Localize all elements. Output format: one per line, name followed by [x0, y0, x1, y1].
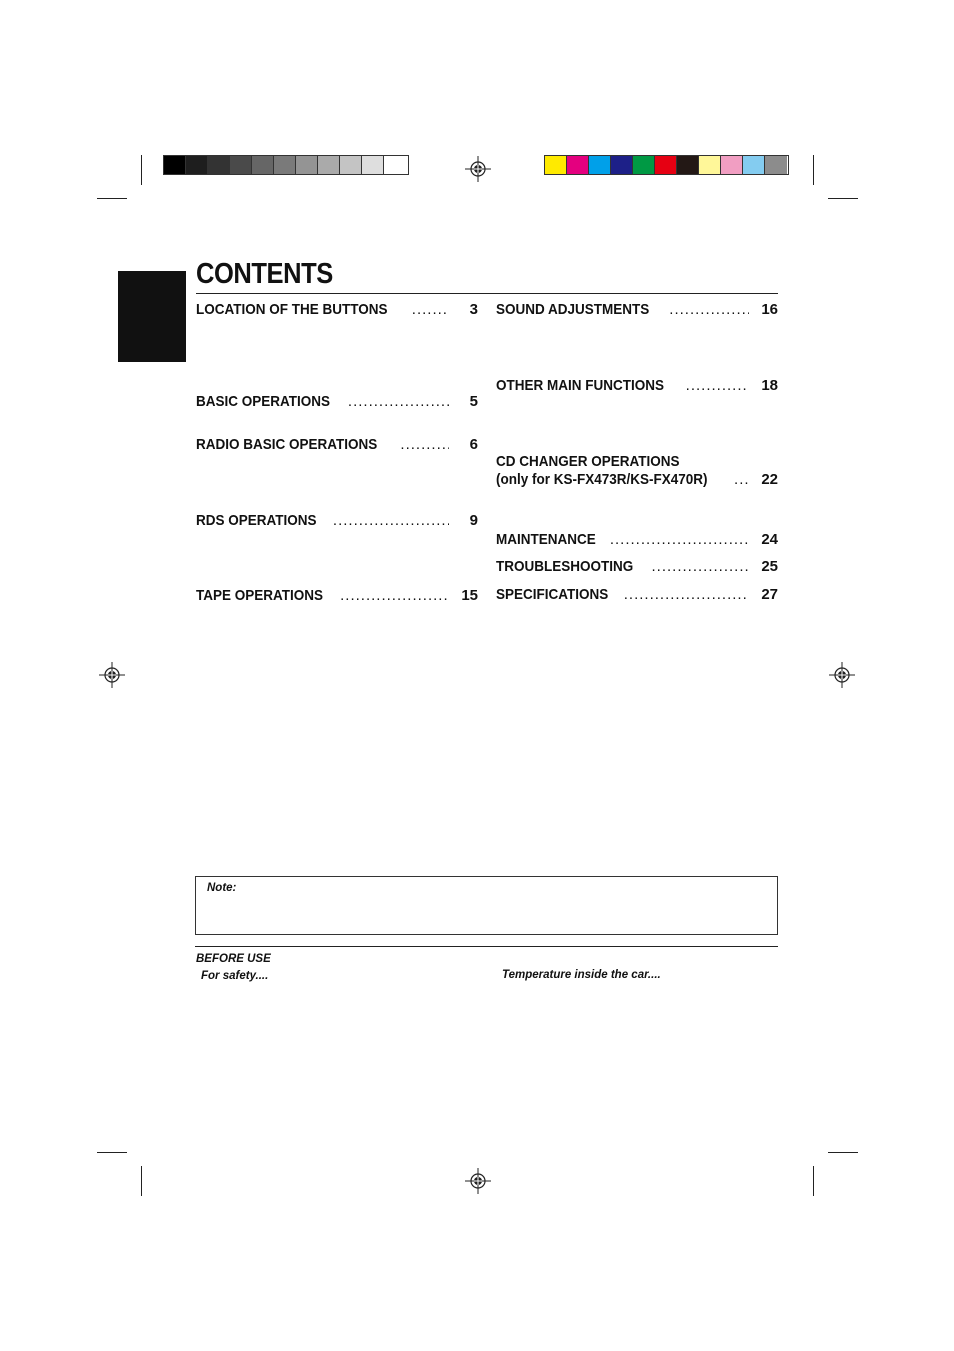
registration-target-icon: [465, 1168, 491, 1194]
toc-label: RDS OPERATIONS: [196, 512, 317, 529]
color-swatch: [545, 156, 567, 174]
toc-page: 22: [761, 471, 778, 488]
color-swatch: [699, 156, 721, 174]
color-swatch: [567, 156, 589, 174]
title-rule: [196, 293, 778, 294]
leader-dots: [669, 301, 749, 318]
toc-entry[interactable]: [196, 393, 478, 410]
color-swatch: [611, 156, 633, 174]
toc-entry[interactable]: [196, 436, 478, 453]
crop-mark: [97, 198, 127, 199]
leader-dots: [400, 436, 449, 453]
crop-mark: [828, 198, 858, 199]
gray-swatch: [164, 156, 186, 174]
toc-label: MAINTENANCE: [496, 531, 596, 548]
gray-swatch: [318, 156, 340, 174]
color-swatch: [721, 156, 743, 174]
toc-page: 24: [761, 531, 778, 548]
color-bar: [544, 155, 789, 175]
toc-entry[interactable]: [496, 558, 778, 575]
leader-dots: [348, 393, 449, 410]
grayscale-bar: [163, 155, 409, 175]
color-swatch: [765, 156, 787, 174]
crop-mark: [141, 1166, 142, 1196]
toc-page: 18: [761, 377, 778, 394]
safety-heading: For safety....: [201, 970, 269, 982]
color-swatch: [743, 156, 765, 174]
color-swatch: [677, 156, 699, 174]
leader-dots: [340, 587, 449, 604]
gray-swatch: [230, 156, 252, 174]
toc-entry[interactable]: [496, 377, 778, 394]
toc-label: (only for KS-FX473R/KS-FX470R): [496, 471, 708, 488]
color-swatch: [589, 156, 611, 174]
toc-page: 3: [469, 301, 478, 318]
toc-entry[interactable]: [196, 512, 478, 529]
crop-mark: [813, 155, 814, 185]
toc-label: BASIC OPERATIONS: [196, 393, 331, 410]
crop-mark: [828, 1152, 858, 1153]
toc-label: TROUBLESHOOTING: [496, 558, 634, 575]
crop-mark: [97, 1152, 127, 1153]
color-swatch: [655, 156, 677, 174]
leader-dots: [624, 586, 749, 603]
gray-swatch: [208, 156, 230, 174]
toc-label: SPECIFICATIONS: [496, 586, 609, 603]
toc-label: LOCATION OF THE BUTTONS: [196, 301, 388, 318]
color-swatch: [633, 156, 655, 174]
toc-entry[interactable]: [496, 586, 778, 603]
leader-dots: [610, 531, 749, 548]
leader-dots: [734, 471, 749, 488]
leader-dots: [686, 377, 749, 394]
leader-dots: [412, 301, 449, 318]
page-title: CONTENTS: [196, 258, 333, 290]
gray-swatch: [186, 156, 208, 174]
toc-label: OTHER MAIN FUNCTIONS: [496, 377, 665, 394]
gray-swatch: [274, 156, 296, 174]
toc-entry[interactable]: [496, 531, 778, 548]
toc-page: 27: [761, 586, 778, 603]
toc-label: SOUND ADJUSTMENTS: [496, 301, 650, 318]
toc-entry[interactable]: [496, 471, 778, 488]
registration-target-icon: [465, 156, 491, 182]
leader-dots: [333, 512, 449, 529]
gray-swatch: [362, 156, 384, 174]
gray-swatch: [340, 156, 362, 174]
temperature-heading: Temperature inside the car....: [502, 969, 661, 981]
gray-swatch: [384, 156, 406, 174]
language-tab: [118, 271, 186, 362]
gray-swatch: [296, 156, 318, 174]
gray-swatch: [252, 156, 274, 174]
toc-page: 6: [469, 436, 478, 453]
toc-entry[interactable]: [196, 301, 478, 318]
note-box: [195, 876, 778, 935]
note-label: Note:: [207, 882, 237, 894]
toc-page: 5: [469, 393, 478, 410]
toc-label: RADIO BASIC OPERATIONS: [196, 436, 378, 453]
registration-target-icon: [99, 662, 125, 688]
crop-mark: [141, 155, 142, 185]
toc-page: 9: [469, 512, 478, 529]
toc-label[interactable]: CD CHANGER OPERATIONS: [496, 453, 680, 470]
before-use-heading: BEFORE USE: [196, 953, 271, 965]
toc-page: 16: [761, 301, 778, 318]
toc-entry[interactable]: [496, 301, 778, 318]
section-rule: [195, 946, 778, 947]
toc-entry[interactable]: [196, 587, 478, 604]
crop-mark: [813, 1166, 814, 1196]
registration-target-icon: [829, 662, 855, 688]
toc-page: 15: [461, 587, 478, 604]
leader-dots: [652, 558, 750, 575]
toc-label: TAPE OPERATIONS: [196, 587, 324, 604]
toc-page: 25: [761, 558, 778, 575]
